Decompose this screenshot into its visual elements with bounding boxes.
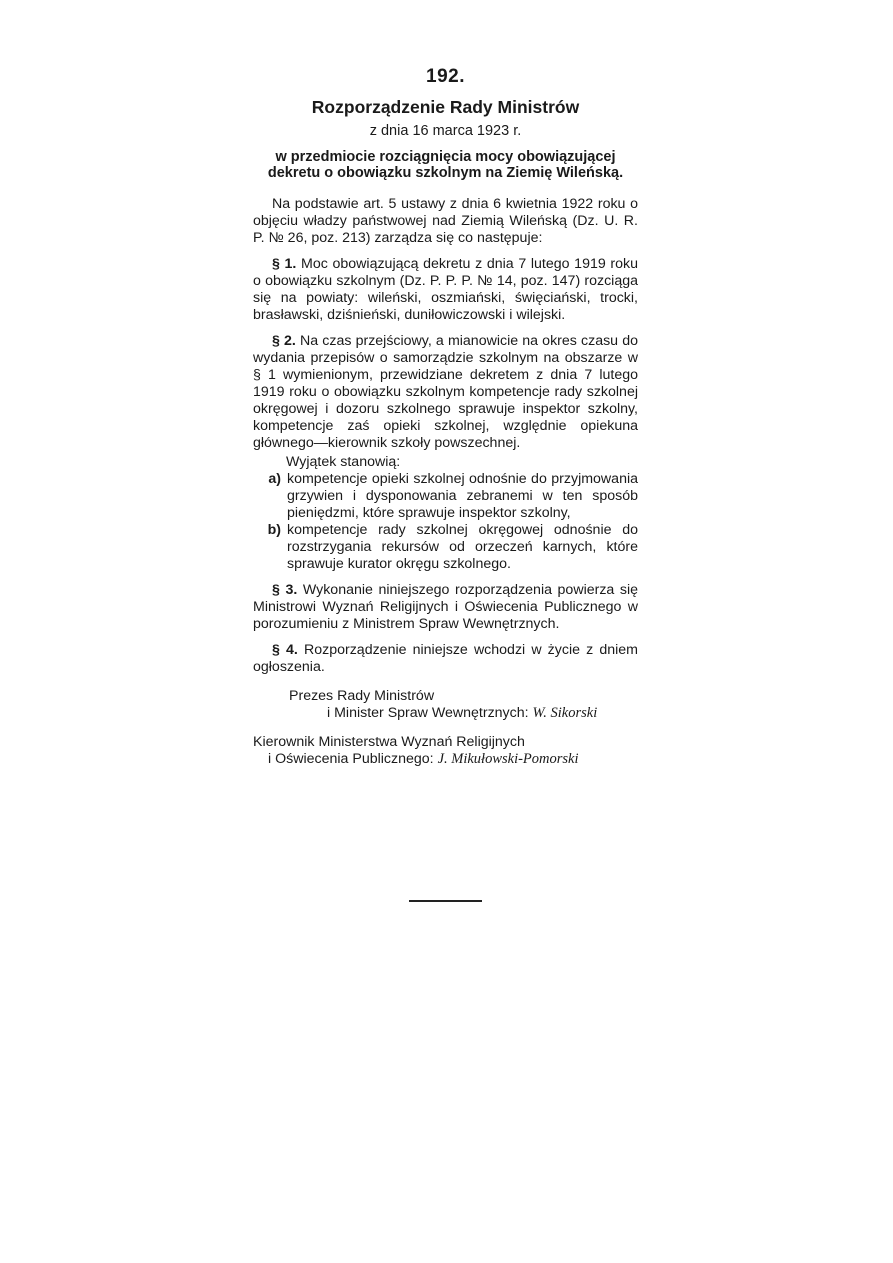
section-2 — [253, 333, 638, 452]
signature-name-mikulowski: J. Mikułowski-Pomorski — [437, 751, 579, 767]
signature-line-4 — [253, 751, 638, 768]
document-number: 192. — [426, 66, 465, 87]
preamble: Na podstawie art. 5 ustawy z dnia 6 kwietnia 1922 roku o objęciu władzy państwowej nad Ziemią Wileńską (Dz. U. R. P. № 26, poz. 213) zarządza się co następuje: — [253, 196, 638, 246]
section-3-text: Wykonanie niniejszego rozporządzenia powierza się Ministrowi Wyznań Religijnych i Oświecenia Publicznego w porozumieniu z Ministrem Spraw Wewnętrznych. — [253, 582, 639, 632]
section-1-text: Moc obowiązującą dekretu z dnia 7 lutego 1919 roku o obowiązku szkolnym (Dz. P. P. P. № 14, poz. 147) rozciąga się na powiaty: wileński, oszmiański, święciański, trocki, brasławski, dziśnieński, duniłowiczowski i wilejski. — [253, 256, 638, 323]
signature-line-2 — [253, 705, 638, 722]
exceptions-heading: Wyjątek stanowią: — [286, 454, 401, 470]
document-subject: w przedmiocie rozciągnięcia mocy obowiązującej dekretu o obowiązku szkolnym na Ziemię Wileńską. — [267, 149, 624, 181]
signature-line-1: Prezes Rady Ministrów — [289, 688, 435, 704]
section-4-text: Rozporządzenie niniejsze wchodzi w życie z dniem ogłoszenia. — [253, 642, 638, 675]
exception-item-a — [253, 471, 638, 522]
section-1 — [253, 256, 638, 324]
document-title: Rozporządzenie Rady Ministrów — [311, 97, 580, 117]
section-3-label: § 3. — [272, 582, 298, 598]
exception-item-a-mark: a) — [268, 471, 281, 487]
section-2-text: Na czas przejściowy, a mianowicie na okres czasu do wydania przepisów o samorządzie szkolnym na obszarze w § 1 wymienionym, przewidziane dekretem z dnia 7 lutego 1919 roku o obowiązku szkolnym kompetencje rady szkolnej okręgowej i dozoru szkolnego sprawuje inspektor szkolny, kompetencje zaś opieki szkolnej, względnie opiekuna głównego—kierownik szkoły powszechnej. — [253, 333, 638, 451]
closing-rule — [409, 900, 482, 902]
signature-line-3: Kierownik Ministerstwa Wyznań Religijnych — [253, 734, 525, 750]
document-date: z dnia 16 marca 1923 r. — [369, 123, 522, 139]
signature-line-2-role: i Minister Spraw Wewnętrznych: — [327, 705, 529, 721]
signature-name-sikorski: W. Sikorski — [532, 705, 598, 721]
section-3 — [253, 582, 638, 633]
exception-item-a-text: kompetencje opieki szkolnej odnośnie do przyjmowania grzywien i dysponowania zebranemi w ten sposób pieniędzmi, które sprawuje inspektor szkolny, — [287, 471, 638, 521]
signature-line-4-role: i Oświecenia Publicznego: — [268, 751, 434, 767]
section-2-label: § 2. — [272, 333, 296, 349]
exception-item-b-mark: b) — [267, 522, 281, 538]
section-4-label: § 4. — [272, 642, 298, 658]
exception-item-b-text: kompetencje rady szkolnej okręgowej odnośnie do rozstrzygania rekursów od orzeczeń karnych, które sprawuje kurator okręgu szkolnego. — [287, 522, 638, 572]
section-4 — [253, 642, 638, 676]
exception-item-b — [253, 522, 638, 573]
document-page — [253, 68, 638, 768]
section-1-label: § 1. — [272, 256, 297, 272]
